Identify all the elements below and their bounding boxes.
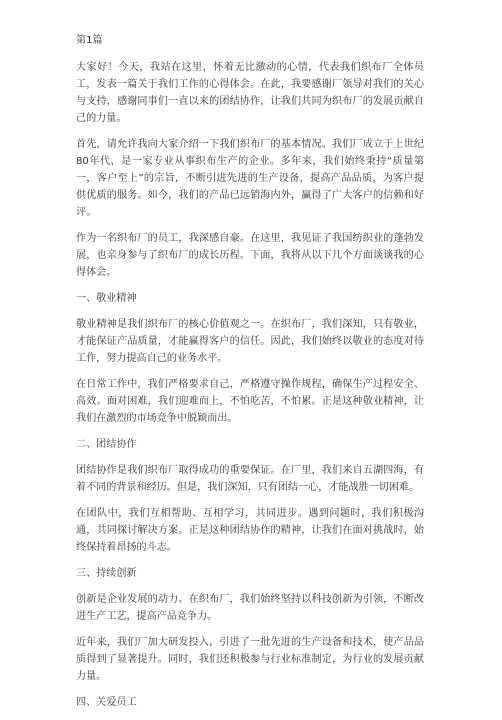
section-title: 四、关爱员工: [76, 697, 137, 708]
paragraph: 在团队中，我们互相帮助、互相学习，共同进步。遇到问题时，我们积极沟通，共同探讨解决方案。正是这种团结协作的精神，让我们在面对挑战时，始终保持着昂扬的斗志。: [76, 508, 424, 553]
paragraph: 敬业精神是我们织布厂的核心价值观之一。在织布厂，我们深知，只有敬业，才能保证产品质量，才能赢得客户的信任。因此，我们始终以敬业的态度对待工作，努力提高自己的业务水平。: [76, 319, 424, 364]
document-body: [76, 32, 424, 720]
paragraph: 首先，请允许我向大家介绍一下我们织布厂的基本情况。我们厂成立于上世纪80年代，是一家专业从事织布生产的企业。多年来，我们始终秉持“质量第一，客户至上”的宗旨，不断引进先进的生产设备，提高产品品质，为客户提供优质的服务。如今，我们的产品已远销海内外，赢得了广大客户的信赖和好评。: [76, 139, 424, 218]
paragraph: 大家好！今天，我站在这里，怀着无比激动的心情，代表我们织布厂全体员工，发表一篇关于我们工作的心得体会。在此，我要感谢厂领导对我们的关心与支持，感谢同事们一直以来的团结协作，让我们共同为织布厂的发展贡献自己的力量。: [76, 62, 424, 124]
section-title: 二、团结协作: [76, 439, 137, 450]
paragraph: 作为一名织布厂的员工，我深感自豪。在这里，我见证了我国纺织业的蓬勃发展，也亲身参与了织布厂的成长历程。下面，我将从以下几个方面谈谈我的心得体会。: [76, 233, 424, 278]
section-title: 一、敬业精神: [76, 293, 137, 304]
paragraph: 团结协作是我们织布厂取得成功的重要保证。在厂里，我们来自五湖四海，有着不同的背景和经历。但是，我们深知，只有团结一心，才能战胜一切困难。: [76, 465, 424, 493]
document-heading: 第1篇: [76, 35, 103, 46]
paragraph: 创新是企业发展的动力。在织布厂，我们始终坚持以科技创新为引领，不断改进生产工艺，提高产品竞争力。: [76, 594, 424, 622]
section-title: 三、持续创新: [76, 568, 137, 579]
paragraph: 近年来，我们厂加大研发投入，引进了一批先进的生产设备和技术，使产品品质得到了显著提升。同时，我们还积极参与行业标准制定，为行业的发展贡献力量。: [76, 637, 424, 682]
paragraph: 在日常工作中，我们严格要求自己，严格遵守操作规程，确保生产过程安全、高效。面对困难，我们迎难而上，不怕吃苦，不怕累。正是这种敬业精神，让我们在激烈的市场竞争中脱颖而出。: [76, 379, 424, 424]
